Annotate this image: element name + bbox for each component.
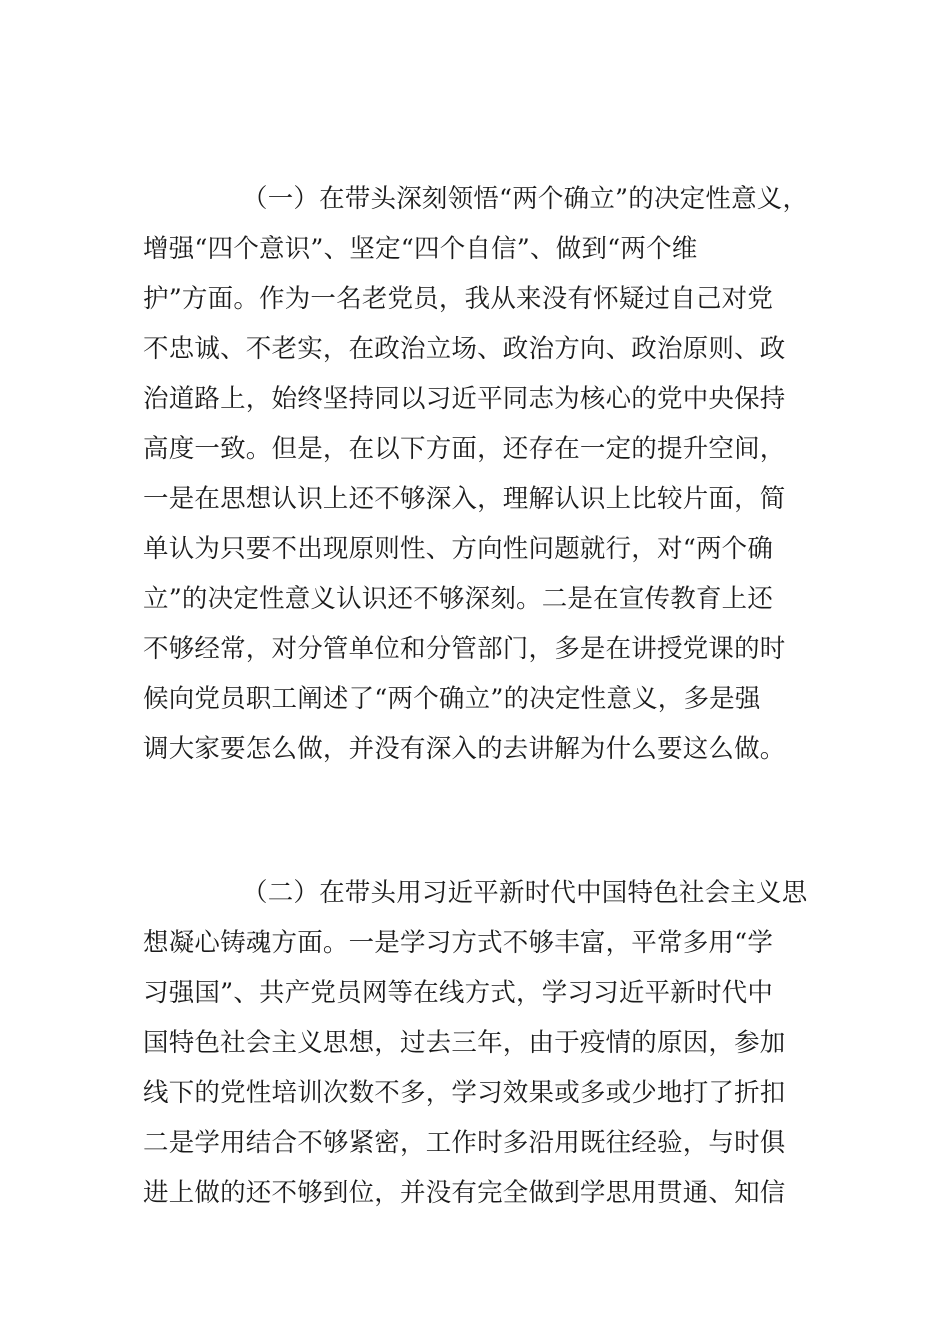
paragraph-line: （一）在带头深刻领悟“两个确立”的决定性意义， <box>242 184 809 214</box>
paragraph-line: 调大家要怎么做，并没有深入的去讲解为什么要这么做。 <box>143 734 786 764</box>
paragraph-line: 进上做的还不够到位，并没有完全做到学思用贯通、知信 <box>143 1178 786 1208</box>
paragraph-line: 习强国”、共产党员网等在线方式，学习习近平新时代中 <box>143 978 774 1008</box>
paragraph-line: 不忠诚、不老实，在政治立场、政治方向、政治原则、政 <box>143 334 786 364</box>
paragraph-line: 高度一致。但是，在以下方面，还存在一定的提升空间， <box>143 434 786 464</box>
paragraph-line: 一是在思想认识上还不够深入，理解认识上比较片面，简 <box>143 484 786 514</box>
paragraph-line: 候向党员职工阐述了“两个确立”的决定性意义，多是强 <box>143 684 761 714</box>
paragraph-line: 不够经常，对分管单位和分管部门，多是在讲授党课的时 <box>143 634 786 664</box>
paragraph-section-2 <box>143 868 813 1218</box>
paragraph-line: 二是学用结合不够紧密，工作时多沿用既往经验，与时俱 <box>143 1128 786 1158</box>
paragraph-line: （二）在带头用习近平新时代中国特色社会主义思 <box>242 878 808 908</box>
paragraph-line: 护”方面。作为一名老党员，我从来没有怀疑过自己对党 <box>143 284 774 314</box>
paragraph-line: 国特色社会主义思想，过去三年，由于疫情的原因，参加 <box>143 1028 786 1058</box>
paragraph-line: 增强“四个意识”、坚定“四个自信”、做到“两个维 <box>143 234 698 264</box>
paragraph-line: 治道路上，始终坚持同以习近平同志为核心的党中央保持 <box>143 384 786 414</box>
paragraph-line: 立”的决定性意义认识还不够深刻。二是在宣传教育上还 <box>143 584 774 614</box>
paragraph-section-1 <box>143 174 813 774</box>
paragraph-line: 线下的党性培训次数不多，学习效果或多或少地打了折扣 <box>143 1078 786 1108</box>
paragraph-line: 单认为只要不出现原则性、方向性问题就行，对“两个确 <box>143 534 774 564</box>
paragraph-line: 想凝心铸魂方面。一是学习方式不够丰富，平常多用“学 <box>143 928 774 958</box>
